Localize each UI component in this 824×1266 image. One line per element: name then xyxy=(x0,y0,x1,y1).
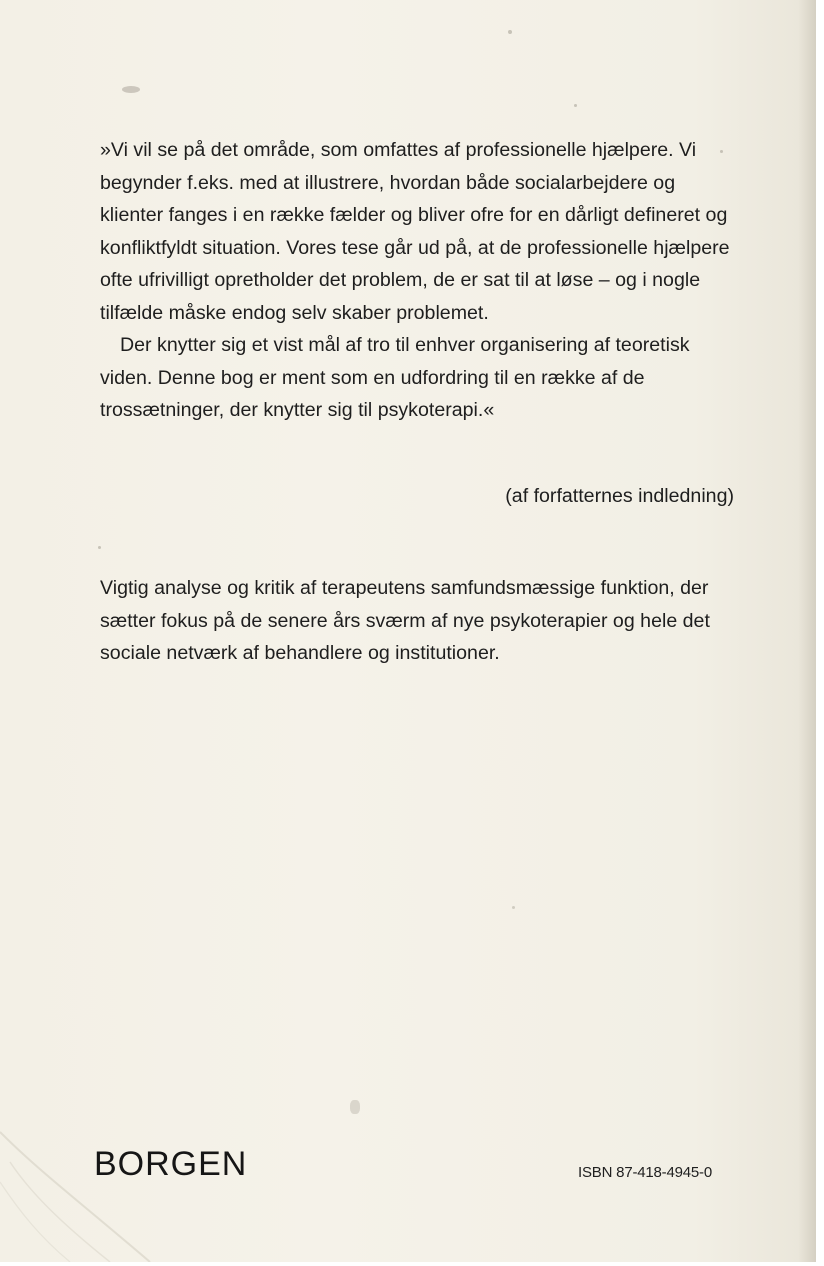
paper-speck xyxy=(122,86,140,93)
paper-speck xyxy=(350,1100,360,1114)
paper-speck xyxy=(574,104,577,107)
quote-paragraph-1: »Vi vil se på det område, som omfattes af professionelle hjælpere. Vi begynder f.eks. med at illustrere, hvordan både socialarbejdere og klienter fanges i en række fælder og bliver ofre for en dårligt defineret og konfliktfyldt situation. Vores tese går ud på, at de professionelle hjælpere ofte ufrivilligt opretholder det problem, de er sat til at løse – og i nogle tilfælde måske endog selv skaber problemet. xyxy=(100,139,730,324)
publisher-name: BORGEN xyxy=(94,1145,248,1183)
paper-speck xyxy=(508,30,512,34)
book-blurb: Vigtig analyse og kritik af terapeutens samfundsmæssige funktion, der sætter fokus på de senere års sværm af nye psykoterapier og hele det sociale netværk af behandlere og institutioner. xyxy=(100,577,710,664)
corner-wear-mark xyxy=(0,1122,260,1262)
paper-speck xyxy=(98,546,101,549)
cover-edge-shadow xyxy=(798,0,816,1262)
isbn-number: ISBN 87-418-4945-0 xyxy=(578,1164,712,1181)
quote-paragraph-2: Der knytter sig et vist mål af tro til enhver organisering af teoretisk viden. Denne bog er ment som en udfordring til en række af de trossætninger, der knytter sig til psykoterapi.« xyxy=(100,334,690,421)
quote-source: (af forfatternes indledning) xyxy=(505,485,734,507)
paper-speck xyxy=(512,906,515,909)
quote-block xyxy=(100,134,740,427)
